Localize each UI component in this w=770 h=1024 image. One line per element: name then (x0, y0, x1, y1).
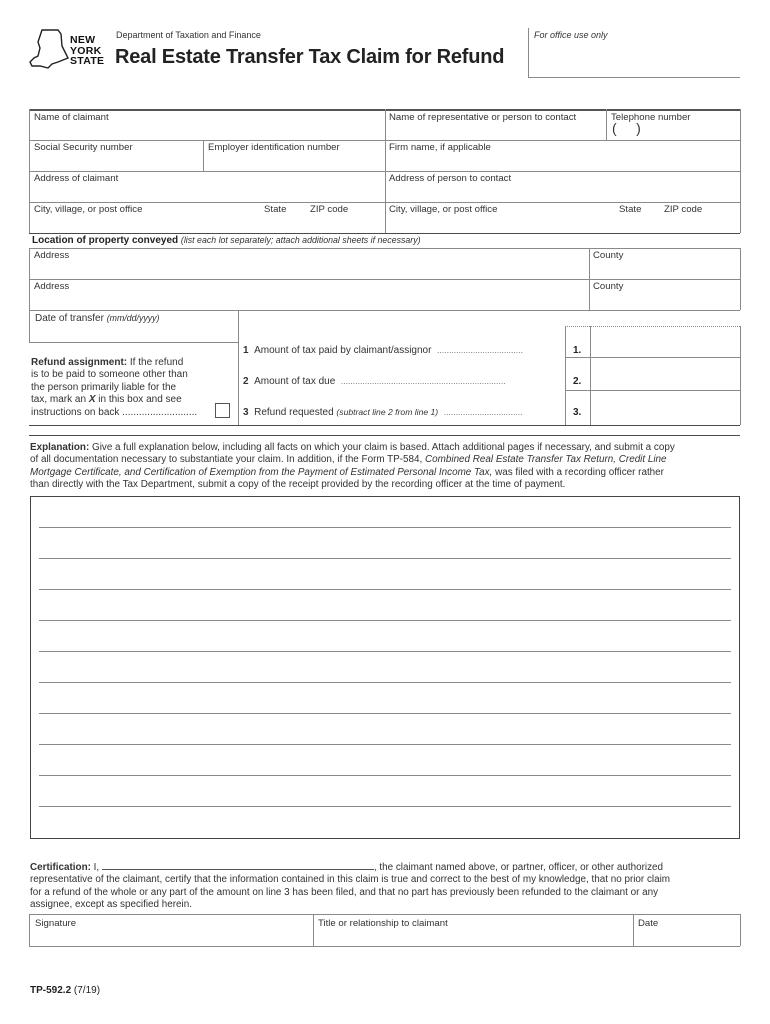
property-county-1-label: County (593, 250, 624, 261)
refund-assignment-line4c: in this box and see (95, 394, 182, 406)
office-use-label: For office use only (534, 30, 608, 40)
property-county-1-field[interactable] (590, 262, 739, 278)
logo-line-state: STATE (70, 55, 105, 67)
claimant-zip-label: ZIP code (310, 204, 349, 215)
explanation-line[interactable] (39, 775, 731, 776)
new-york-state-map-icon (28, 28, 72, 72)
explanation-form-name-1: Combined Real Estate Transfer Tax Return, Credit Line (425, 454, 667, 466)
telephone-area-code-parens: ( ) (612, 120, 641, 136)
explanation-line[interactable] (39, 620, 731, 621)
explanation-line[interactable] (39, 713, 731, 714)
property-address-2-label: Address (34, 281, 70, 292)
explanation-instructions (30, 442, 742, 492)
property-address-1-label: Address (34, 250, 70, 261)
ssn-field[interactable] (30, 154, 202, 170)
contact-city-state-zip-field[interactable] (386, 216, 739, 232)
claimant-state-label: State (264, 204, 287, 215)
title-relationship-label: Title or relationship to claimant (318, 918, 448, 929)
ein-field[interactable] (204, 154, 384, 170)
certification-name-field[interactable] (102, 860, 374, 870)
tax-due-amount-field[interactable] (591, 358, 739, 389)
firm-name-label: Firm name, if applicable (389, 142, 491, 153)
contact-address-field[interactable] (386, 185, 739, 201)
property-address-1-field[interactable] (30, 262, 588, 278)
form-identifier (30, 985, 100, 996)
explanation-text-3: was filed with a recording officer rather (492, 466, 664, 478)
form-revision: (7/19) (71, 985, 101, 996)
refund-requested-amount-field[interactable] (591, 391, 739, 424)
property-address-2-field[interactable] (30, 293, 588, 309)
amount-line-3-number: 3 (243, 407, 249, 418)
amount-line-3-note: (subtract line 2 from line 1) (336, 407, 439, 417)
certification-text-2: representative of the claimant, certify that the information contained in this claim is true and correct to the best of my knowledge, that no prior claim (30, 874, 670, 886)
department-name: Department of Taxation and Finance (116, 30, 261, 40)
refund-assignment-text (31, 357, 231, 419)
amount-line-3-dots: ................................. (443, 407, 523, 417)
explanation-line[interactable] (39, 558, 731, 559)
amount-line-1-dots: .................................... (437, 345, 523, 355)
date-format-hint: (mm/dd/yyyy) (106, 313, 160, 323)
logo-line-york: YORK (70, 44, 102, 57)
amount-box-3-number: 3. (573, 407, 582, 418)
explanation-line[interactable] (39, 682, 731, 683)
amount-line-1-number: 1 (243, 345, 249, 356)
logo-line-new: NEW (70, 34, 96, 46)
explanation-text-1: Give a full explanation below, including all facts on which your claim is based. Attach additional pages if necessary, and submit a copy (89, 442, 675, 453)
amount-line-2-dots: ..................................................................... (340, 376, 506, 386)
certification-heading: Certification: (30, 862, 91, 873)
explanation-text-4: than directly with the Tax Department, submit a copy of the receipt provided by the recording officer at the time of payment. (30, 479, 566, 491)
certification-text-4: assignee, except as specified herein. (30, 899, 192, 911)
amount-line-3-label: Refund requested (254, 407, 334, 418)
property-county-2-label: County (593, 281, 624, 292)
representative-name-field[interactable] (386, 124, 605, 139)
property-location-note: (list each lot separately; attach additional sheets if necessary) (180, 235, 421, 245)
title-relationship-field[interactable] (314, 930, 632, 945)
amount-box-1-number: 1. (573, 345, 582, 356)
amount-line-1 (243, 345, 523, 356)
claimant-name-field[interactable] (30, 124, 384, 139)
refund-assignment-heading: Refund assignment: (31, 357, 128, 368)
explanation-heading: Explanation: (30, 442, 90, 453)
refund-assignment-line2: is to be paid to someone other than (31, 369, 188, 381)
contact-address-label: Address of person to contact (389, 173, 512, 184)
claimant-address-label: Address of claimant (34, 173, 119, 184)
explanation-text-2: of all documentation necessary to substantiate your claim. In addition, if the Form TP-584, (30, 454, 426, 466)
ssn-label: Social Security number (34, 142, 133, 153)
representative-name-label: Name of representative or person to contact (389, 112, 577, 123)
date-signed-label: Date (638, 918, 659, 929)
refund-assignment-line5: instructions on back ........................... (31, 406, 198, 418)
explanation-line[interactable] (39, 651, 731, 652)
certification-text-1b: , the claimant named above, or partner, officer, or other authorized (373, 862, 663, 873)
explanation-box[interactable] (30, 496, 740, 839)
certification-text-1a: I, (90, 862, 102, 873)
telephone-field[interactable] (607, 124, 739, 139)
explanation-line[interactable] (39, 527, 731, 528)
property-location-heading-bold: Location of property conveyed (32, 235, 179, 246)
refund-assignment-line1: If the refund (127, 357, 184, 368)
firm-name-field[interactable] (386, 154, 739, 170)
nys-logo-text (70, 35, 104, 67)
office-use-field (529, 42, 739, 76)
date-signed-field[interactable] (634, 930, 739, 945)
refund-assignment-checkbox[interactable] (215, 403, 230, 418)
claimant-city-label: City, village, or post office (34, 204, 143, 215)
contact-state-label: State (619, 204, 642, 215)
form-title: Real Estate Transfer Tax Claim for Refund (115, 46, 505, 68)
explanation-line[interactable] (39, 806, 731, 807)
refund-assignment-line4a: tax, mark an (31, 394, 89, 406)
date-of-transfer-field[interactable] (30, 325, 237, 341)
property-county-2-field[interactable] (590, 293, 739, 309)
contact-city-label: City, village, or post office (389, 204, 498, 215)
claimant-address-field[interactable] (30, 185, 384, 201)
amount-line-2 (243, 376, 506, 387)
form-number: TP-592.2 (30, 985, 72, 996)
claimant-city-state-zip-field[interactable] (30, 216, 384, 232)
amount-line-2-label: Amount of tax due (254, 376, 336, 387)
explanation-form-name-2: Mortgage Certificate, and Certification of Exemption from the Payment of Estimated Personal Income Tax, (30, 466, 493, 478)
date-of-transfer-label (35, 313, 160, 324)
amount-box-2-number: 2. (573, 376, 582, 387)
ein-label: Employer identification number (208, 142, 340, 153)
amount-line-1-label: Amount of tax paid by claimant/assignor (254, 345, 432, 356)
property-location-heading (32, 235, 421, 246)
date-of-transfer-text: Date of transfer (35, 313, 104, 324)
amount-line-3 (243, 407, 523, 418)
explanation-line[interactable] (39, 744, 731, 745)
certification-text-3: for a refund of the whole or any part of the amount on line 3 has been filed, and that no part has previously been refunded to the claimant or any (30, 886, 659, 898)
signature-field[interactable] (30, 930, 312, 945)
explanation-line[interactable] (39, 589, 731, 590)
amount-line-2-number: 2 (243, 376, 249, 387)
claimant-name-label: Name of claimant (34, 112, 109, 123)
refund-assignment-x-mark: X (88, 394, 96, 406)
signature-label: Signature (35, 918, 77, 929)
telephone-label: Telephone number (611, 112, 691, 123)
contact-zip-label: ZIP code (664, 204, 703, 215)
certification-text (30, 860, 742, 912)
refund-assignment-line3: the person primarily liable for the (31, 381, 177, 393)
tax-paid-amount-field[interactable] (591, 327, 739, 356)
